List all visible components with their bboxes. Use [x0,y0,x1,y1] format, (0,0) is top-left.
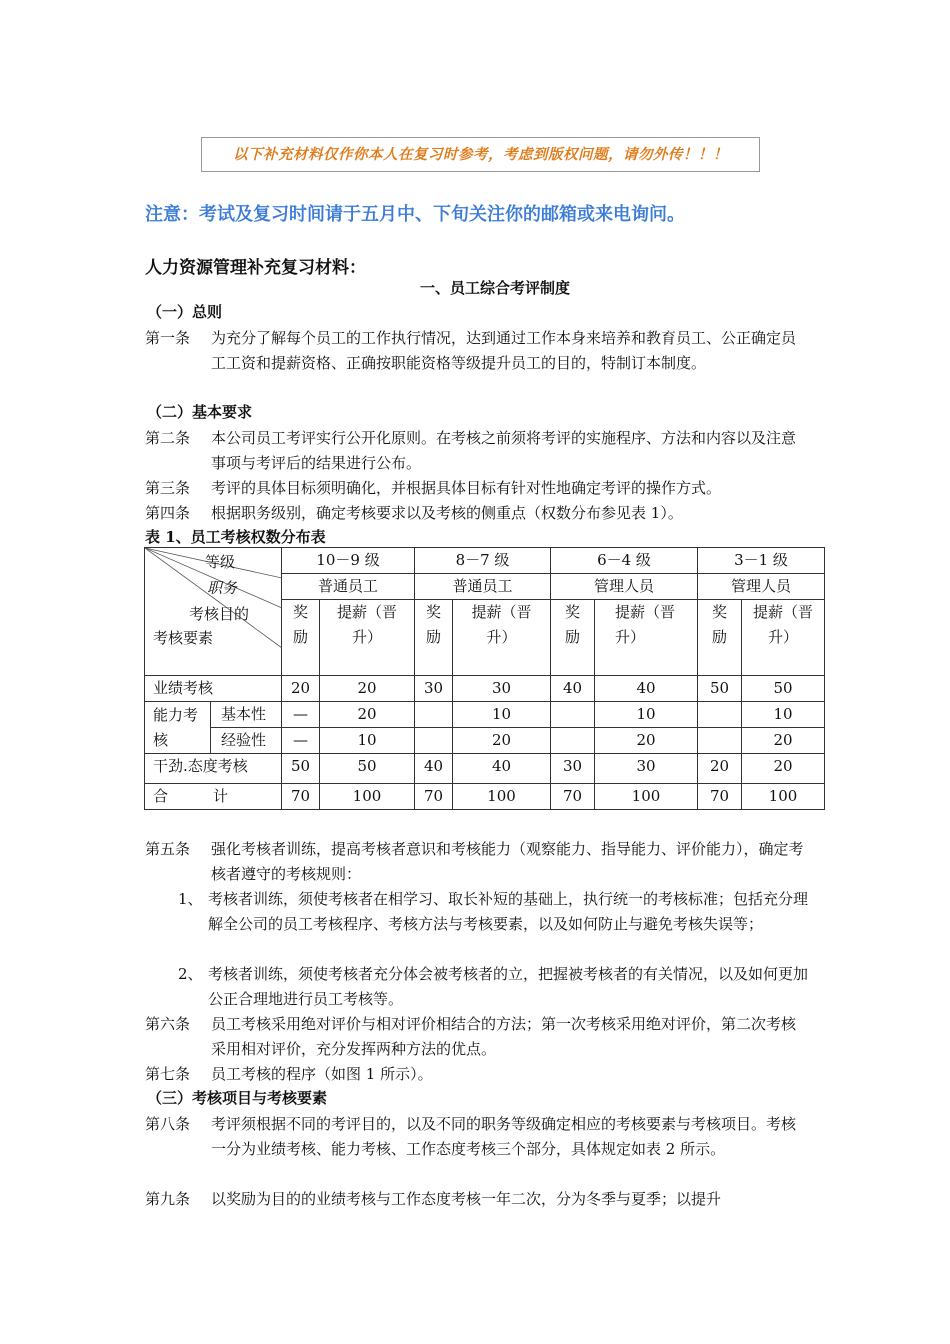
article-2 [145,426,810,476]
article-label: 第五条 [145,840,191,858]
cell-value: 40 [551,676,595,702]
article-3 [145,476,810,501]
cell-value: 70 [698,784,742,810]
cell-value: 40 [453,754,551,784]
cell-value: 70 [415,784,453,810]
cell-value: 20 [742,728,825,754]
cell-value: 20 [453,728,551,754]
cell-value: 100 [595,784,698,810]
raise-header: 提薪（晋升） [742,600,825,676]
position-header: 管理人员 [551,574,698,600]
section-assessment-items: （三）考核项目与考核要素 [147,1089,328,1107]
cell-value: 50 [742,676,825,702]
cell-value: 100 [453,784,551,810]
article-label: 第三条 [145,479,191,497]
cell-value [415,728,453,754]
corner-position-label: 职务 [207,579,238,597]
article-4 [145,501,810,526]
article-7 [145,1062,810,1087]
cell-value [551,728,595,754]
list-text: 考核者训练，须使考核者充分体会被考核者的立，把握被考核者的有关情况，以及如何更加公正合理地进行员工考核等。 [208,965,809,1008]
table-row [145,754,825,784]
cell-value: 30 [551,754,595,784]
article-label: 第八条 [145,1115,191,1133]
article-label: 第九条 [145,1190,191,1208]
article-5 [145,837,810,887]
list-item [178,887,818,937]
cell-value: 10 [595,702,698,728]
cell-value: 100 [742,784,825,810]
grade-header: 3－1 级 [698,548,825,574]
table-row [145,676,825,702]
cell-value: 40 [415,754,453,784]
row-label: 基本性 [211,702,282,728]
article-label: 第二条 [145,429,191,447]
article-label: 第六条 [145,1015,191,1033]
cell-value: 30 [453,676,551,702]
article-9 [145,1187,810,1212]
document-heading: 人力资源管理补充复习材料： [145,258,366,278]
raise-header: 提薪（晋升） [595,600,698,676]
exam-warning: 注意：考试及复习时间请于五月中、下旬关注你的邮箱或来电询问。 [145,204,685,225]
cell-value: 30 [595,754,698,784]
cell-value: 10 [453,702,551,728]
grade-header: 10－9 级 [282,548,415,574]
section-general: （一）总则 [147,303,223,321]
position-header: 管理人员 [698,574,825,600]
cell-value: 70 [282,784,320,810]
article-text: 为充分了解每个员工的工作执行情况，达到通过工作本身来培养和教育员工、公正确定员工工资和提薪资格、正确按职能资格等级提升员工的目的，特制订本制度。 [211,329,797,372]
position-header: 普通员工 [282,574,415,600]
section-basic-requirements: （二）基本要求 [147,403,253,421]
article-text: 根据职务级别，确定考核要求以及考核的侧重点（权数分布参见表 1）。 [211,504,683,522]
article-text: 强化考核者训练，提高考核者意识和考核能力（观察能力、指导能力、评价能力），确定考核者遵守的考核规则： [211,840,804,883]
list-text: 考核者训练，须使考核者在相学习、取长补短的基础上，执行统一的考核标准；包括充分理解全公司的员工考核程序、考核方法与考核要素，以及如何防止与避免考核失误等； [208,890,809,933]
cell-value [551,702,595,728]
row-label: 业绩考核 [145,676,282,702]
article-1 [145,326,810,376]
cell-value: 50 [320,754,415,784]
section-title: 一、员工综合考评制度 [419,279,570,297]
article-text: 以奖励为目的的业绩考核与工作态度考核一年二次，分为冬季与夏季；以提升 [211,1190,722,1208]
cell-value: — [282,702,320,728]
list-number: 2、 [178,965,203,983]
corner-grade-label: 等级 [205,553,236,571]
article-text: 本公司员工考评实行公开化原则。在考核之前须将考评的实施程序、方法和内容以及注意事项与考评后的结果进行公布。 [211,429,797,472]
cell-value: 20 [320,676,415,702]
cell-value [698,728,742,754]
cell-value [415,702,453,728]
cell-value [698,702,742,728]
raise-header: 提薪（晋升） [320,600,415,676]
row-label: 经验性 [211,728,282,754]
table-row [145,784,825,810]
cell-value: 20 [320,702,415,728]
cell-value: 30 [415,676,453,702]
article-label: 第一条 [145,329,191,347]
list-number: 1、 [178,890,203,908]
article-label: 第四条 [145,504,191,522]
reward-header: 奖励 [282,600,320,676]
cell-value: 70 [551,784,595,810]
position-header: 普通员工 [415,574,551,600]
article-label: 第七条 [145,1065,191,1083]
raise-header: 提薪（晋升） [453,600,551,676]
row-label: 干劲.态度考核 [145,754,282,784]
cell-value: 10 [320,728,415,754]
article-6 [145,1012,810,1062]
reward-header: 奖励 [698,600,742,676]
table-corner-cell [145,548,282,676]
reward-header: 奖励 [415,600,453,676]
cell-value: 100 [320,784,415,810]
article-text: 员工考核采用绝对评价与相对评价相结合的方法；第一次考核采用绝对评价，第二次考核采用相对评价，充分发挥两种方法的优点。 [211,1015,797,1058]
ability-label: 能力考核 [145,702,211,754]
row-label: 合 计 [145,784,282,810]
cell-value: 20 [595,728,698,754]
grade-header: 6－4 级 [551,548,698,574]
cell-value: 20 [698,754,742,784]
weight-distribution-table [144,547,825,810]
cell-value: 20 [742,754,825,784]
list-item [178,962,818,1012]
reward-header: 奖励 [551,600,595,676]
copyright-notice-box: 以下补充材料仅作你本人在复习时参考，考虑到版权问题，请勿外传！！！ [201,137,760,172]
cell-value: 40 [595,676,698,702]
cell-value: 20 [282,676,320,702]
table-row [145,702,825,728]
cell-value: 50 [698,676,742,702]
article-text: 考评的具体目标须明确化，并根据具体目标有针对性地确定考评的操作方式。 [211,479,722,497]
article-text: 考评须根据不同的考评目的，以及不同的职务等级确定相应的考核要素与考核项目。考核一分为业绩考核、能力考核、工作态度考核三个部分，具体规定如表 2 所示。 [211,1115,797,1158]
article-8 [145,1112,810,1162]
corner-purpose-label: 考核目的 [189,605,250,623]
table-row [145,728,825,754]
article-text: 员工考核的程序（如图 1 所示）。 [211,1065,433,1083]
cell-value: 50 [282,754,320,784]
corner-element-label: 考核要素 [153,629,214,647]
table-title: 表 1、员工考核权数分布表 [145,528,326,546]
cell-value: — [282,728,320,754]
cell-value: 10 [742,702,825,728]
grade-header: 8－7 级 [415,548,551,574]
